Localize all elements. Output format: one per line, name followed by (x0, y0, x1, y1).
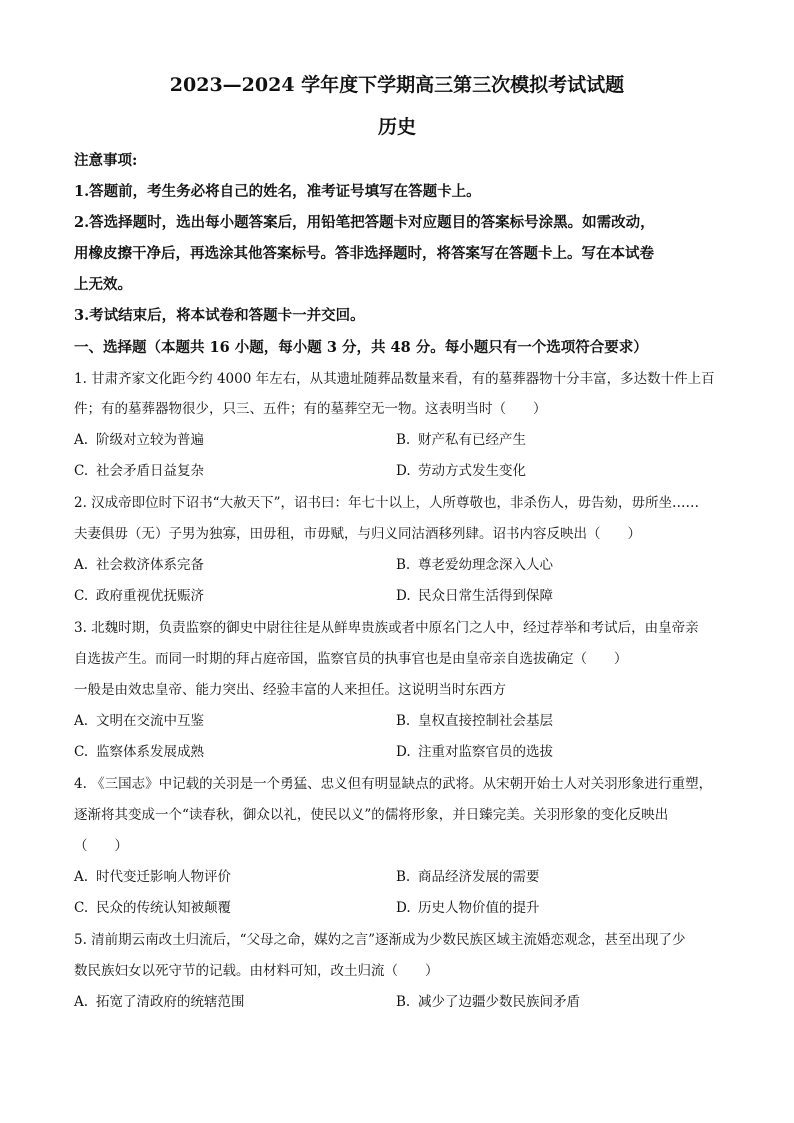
option-letter: B. (396, 994, 411, 1010)
option-letter: A. (74, 713, 89, 729)
notice-item: 1.答题前，考生务必将自己的姓名，准考证号填写在答题卡上。 (74, 183, 481, 200)
question-3-line: 自选拔产生。而同一时期的拜占庭帝国，监察官员的执事官也是由皇帝亲自选拔确定（ ） (74, 651, 628, 667)
option-text: 民众日常生活得到保障 (418, 588, 553, 604)
option-letter: A. (74, 869, 89, 885)
option-5A (74, 992, 245, 1012)
option-text: 财产私有已经产生 (418, 432, 526, 448)
option-2B (396, 555, 553, 575)
option-3C (74, 742, 204, 762)
option-text: 历史人物价值的提升 (418, 900, 540, 916)
option-3D (396, 742, 553, 762)
option-text: 政府重视优抚赈济 (96, 588, 204, 604)
question-4-line: 4. 《三国志》中记载的关羽是一个勇猛、忠义但有明显缺点的武将。从宋朝开始士人对关羽形象进行重塑， (74, 776, 713, 792)
option-text: 拓宽了清政府的统辖范围 (96, 994, 245, 1010)
option-letter: A. (74, 557, 89, 573)
option-2D (396, 586, 553, 606)
option-text: 尊老爱幼理念深入人心 (418, 557, 553, 573)
option-letter: A. (74, 432, 89, 448)
option-letter: D. (396, 744, 411, 760)
option-letter: C. (74, 588, 89, 604)
question-2-line: 2. 汉成帝即位时下诏书“大赦天下”，诏书曰：年七十以上，人所尊敬也，非杀伤人，毋告劾，毋所坐…… (74, 495, 699, 511)
option-text: 时代变迁影响人物评价 (96, 869, 231, 885)
option-1D (396, 461, 526, 481)
section-heading: 一、选择题（本题共 16 小题，每小题 3 分，共 48 分。每小题只有一个选项符合要求） (74, 339, 648, 356)
option-text: 社会矛盾日益复杂 (96, 463, 204, 479)
exam-subject: 历史 (377, 116, 416, 138)
question-3-line: 一般是由效忠皇帝、能力突出、经验丰富的人来担任。这说明当时东西方 (74, 682, 506, 698)
notice-heading: 注意事项: (74, 152, 138, 169)
option-3B (396, 711, 553, 731)
option-5B (396, 992, 580, 1012)
option-text: 减少了边疆少数民族间矛盾 (418, 994, 580, 1010)
option-letter: B. (396, 869, 411, 885)
question-4-line: （ ） (74, 838, 128, 854)
option-4A (74, 867, 231, 887)
option-4D (396, 898, 540, 918)
option-letter: C. (74, 744, 89, 760)
option-text: 社会救济体系完备 (96, 557, 204, 573)
option-4B (396, 867, 540, 887)
option-text: 皇权直接控制社会基层 (418, 713, 553, 729)
option-text: 劳动方式发生变化 (418, 463, 526, 479)
option-text: 阶级对立较为普遍 (96, 432, 204, 448)
option-text: 文明在交流中互鉴 (96, 713, 204, 729)
question-1-line: 件；有的墓葬器物很少，只三、五件；有的墓葬空无一物。这表明当时（ ） (74, 401, 547, 417)
option-letter: C. (74, 900, 89, 916)
option-text: 商品经济发展的需要 (418, 869, 540, 885)
option-letter: A. (74, 994, 89, 1010)
question-2-line: 夫妻俱毋（无）子男为独寡，田毋租，市毋赋，与归义同沽酒移列肆。诏书内容反映出（ ） (74, 526, 641, 542)
option-1C (74, 461, 204, 481)
option-text: 监察体系发展成熟 (96, 744, 204, 760)
option-2C (74, 586, 204, 606)
notice-item: 3.考试结束后，将本试卷和答题卡一并交回。 (74, 307, 365, 324)
option-1A (74, 430, 204, 450)
option-1B (396, 430, 526, 450)
question-5-line: 数民族妇女以死守节的记载。由材料可知，改土归流（ ） (74, 963, 439, 979)
question-3-line: 3. 北魏时期，负责监察的御史中尉往往是从鲜卑贵族或者中原名门之人中，经过荐举和考试后，由皇帝亲 (74, 620, 699, 636)
notice-item: 2.答选择题时，选出每小题答案后，用铅笔把答题卡对应题目的答案标号涂黑。如需改动， (74, 214, 655, 231)
option-letter: B. (396, 713, 411, 729)
option-letter: D. (396, 463, 411, 479)
option-letter: D. (396, 588, 411, 604)
exam-title: 2023—2024 学年度下学期高三第三次模拟考试试题 (169, 74, 625, 96)
notice-item: 用橡皮擦干净后，再选涂其他答案标号。答非选择题时，将答案写在答题卡上。写在本试卷 (74, 245, 654, 262)
option-letter: D. (396, 900, 411, 916)
option-letter: C. (74, 463, 89, 479)
option-letter: B. (396, 432, 411, 448)
option-text: 民众的传统认知被颠覆 (96, 900, 231, 916)
option-2A (74, 555, 204, 575)
option-4C (74, 898, 231, 918)
option-3A (74, 711, 204, 731)
option-letter: B. (396, 557, 411, 573)
question-5-line: 5. 清前期云南改土归流后，“父母之命，媒妁之言”逐渐成为少数民族区域主流婚恋观念，甚至出现了少 (74, 932, 686, 948)
notice-item: 上无效。 (74, 276, 132, 293)
question-4-line: 逐渐将其变成一个“读春秋，御众以礼，使民以义”的儒将形象，并日臻完美。关羽形象的变化反映出 (74, 807, 669, 823)
option-text: 注重对监察官员的选拔 (418, 744, 553, 760)
question-1-line: 1. 甘肃齐家文化距今约 4000 年左右，从其遗址随葬品数量来看，有的墓葬器物十分丰富，多达数十件上百 (74, 371, 715, 387)
